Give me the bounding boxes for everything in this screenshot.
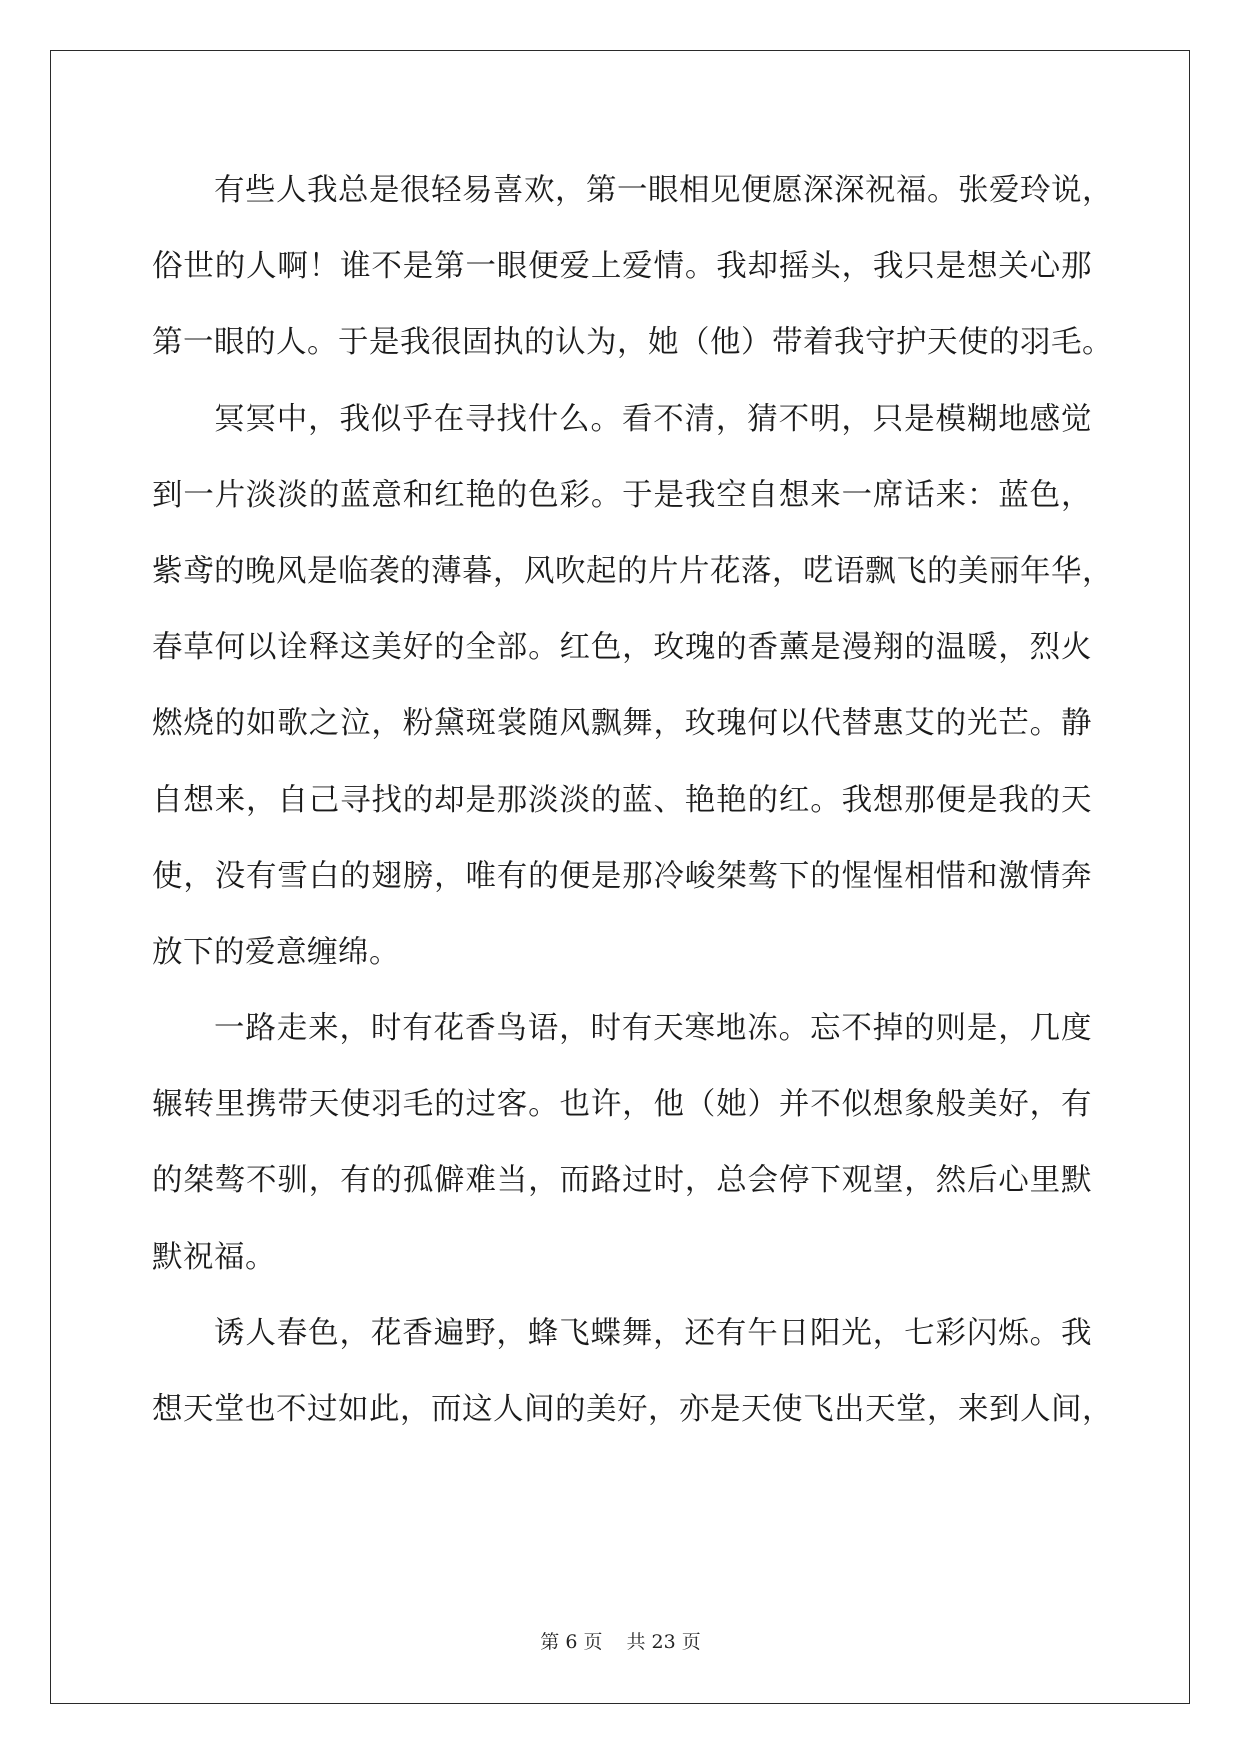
text-line: 辗转里携带天使羽毛的过客。也许，他（她）并不似想象般美好，有 [152,1087,1092,1123]
page-footer [0,1627,1241,1654]
text-line: 有些人我总是很轻易喜欢，第一眼相见便愿深深祝福。张爱玲说， [214,173,1113,208]
page-total: 共 23 页 [626,1631,701,1653]
text-line: 冥冥中，我似乎在寻找什么。看不清，猜不明，只是模糊地感觉 [214,401,1092,437]
text-line: 春草何以诠释这美好的全部。红色，玫瑰的香薰是漫翔的温暖，烈火 [152,630,1092,666]
text-line: 第一眼的人。于是我很固执的认为，她（他）带着我守护天使的羽毛。 [152,325,1113,361]
text-line: 使，没有雪白的翅膀，唯有的便是那冷峻桀骜下的惺惺相惜和激情奔 [152,858,1092,894]
document-body [152,153,1113,1448]
text-line: 俗世的人啊！谁不是第一眼便爱上爱情。我却摇头，我只是想关心那 [152,249,1092,285]
text-line: 自想来，自己寻找的却是那淡淡的蓝、艳艳的红。我想那便是我的天 [152,782,1092,818]
text-line: 放下的爱意缠绵。 [152,934,400,970]
text-line: 的桀骜不驯，有的孤僻难当，而路过时，总会停下观望，然后心里默 [152,1163,1092,1199]
text-line: 默祝福。 [152,1239,276,1275]
text-line: 想天堂也不过如此，而这人间的美好，亦是天使飞出天堂，来到人间， [152,1392,1113,1427]
text-line: 燃烧的如歌之泣，粉黛斑裳随风飘舞，玫瑰何以代替惠艾的光芒。静 [152,706,1092,742]
text-line: 紫鸢的晚风是临袭的薄暮，风吹起的片片花落，呓语飘飞的美丽年华， [152,553,1113,589]
text-line: 诱人春色，花香遍野，蜂飞蝶舞，还有午日阳光，七彩闪烁。我 [214,1315,1092,1351]
page-number: 第 6 页 [540,1631,603,1653]
text-line: 到一片淡淡的蓝意和红艳的色彩。于是我空自想来一席话来：蓝色， [152,477,1092,513]
text-line: 一路走来，时有花香鸟语，时有天寒地冻。忘不掉的则是，几度 [214,1011,1092,1047]
